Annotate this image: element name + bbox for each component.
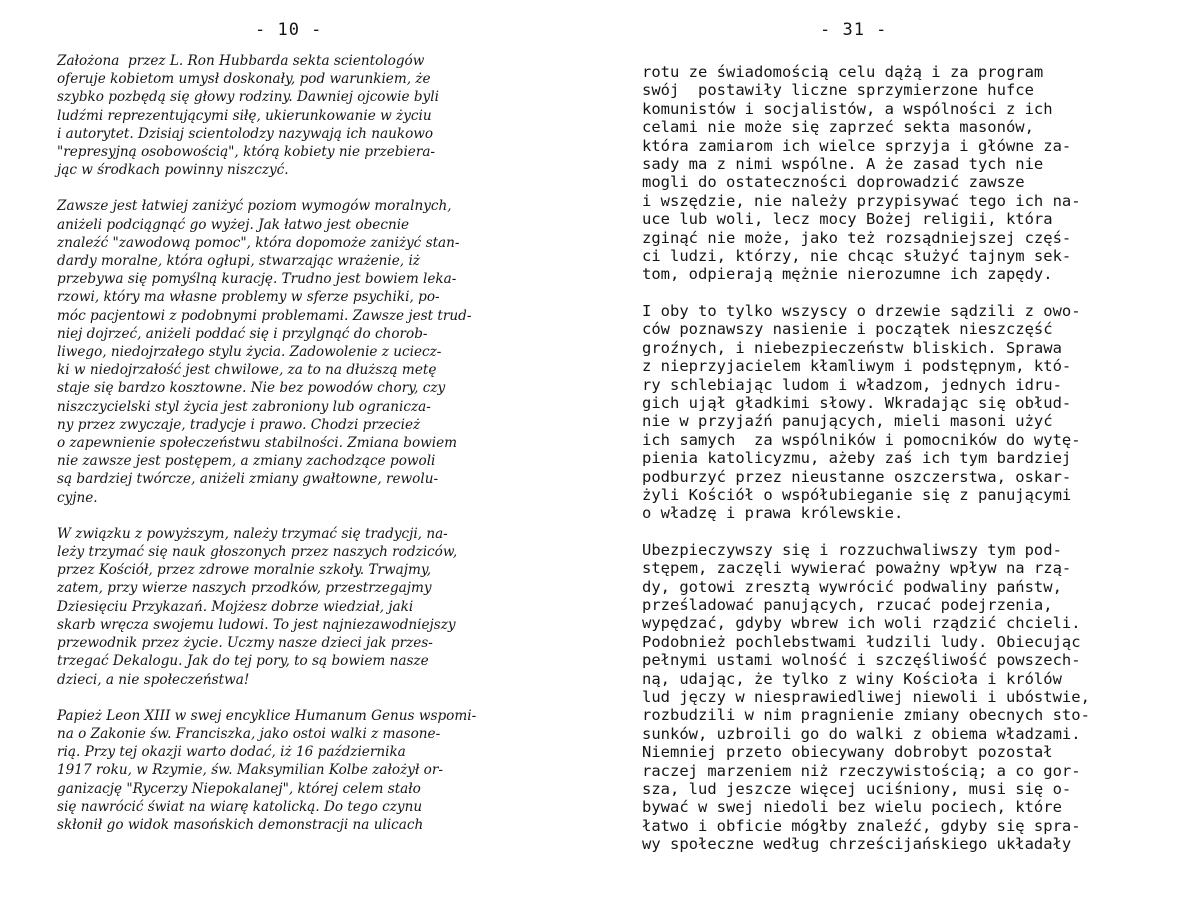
text-line: Dziesięciu Przykazań. Mojżesz dobrze wiedział, jaki (57, 598, 414, 615)
paragraph (642, 541, 1192, 854)
paragraph (57, 197, 577, 506)
text-line: aniżeli podciągnąć go wyżej. Jak łatwo jest obecnie (57, 216, 410, 233)
text-line: oferuje kobietom umysł doskonały, pod warunkiem, że (57, 71, 431, 88)
text-line: nie w przyjaźń panujących, mieli masoni użyć (642, 412, 1053, 431)
text-line: o władzę i prawa królewskie. (642, 504, 904, 523)
text-line: lud jęczy w niesprawiedliwej niewoli i ubóstwie, (642, 688, 1090, 706)
text-line: liwego, niedojrzałego stylu życia. Zadowolenie z uciecz- (57, 344, 442, 361)
text-line: znaleźć "zawodową pomoc", która dopomoże zaniżyć stan- (57, 234, 460, 251)
text-line: ich samych za wspólników i pomocników do wytę- (642, 430, 1081, 449)
text-line: nie zawsze jest postępem, a zmiany zachodzące powoli (57, 453, 436, 470)
text-line: gich ujął gładkimi słowy. Wkradając się obłud- (642, 393, 1072, 412)
text-line: komunistów i socjalistów, a wspólności z ich (642, 99, 1053, 118)
text-line: żyli Kościół o współubieganie się z panującymi (642, 485, 1072, 504)
text-line: rią. Przy tej okazji warto dodać, iż 16 października (57, 744, 406, 761)
text-line: zginąć nie może, jako też rozsądniejszej częś- (642, 228, 1072, 247)
text-line: łatwo i obficie mógłby znaleźć, gdyby się spra- (642, 816, 1081, 835)
text-line: niszczycielski styl życia jest zabroniony lub ogranicza- (57, 398, 431, 415)
text-line: przez Kościół, przez zdrowe moralnie szkoły. Trwajmy, (57, 562, 432, 579)
text-line: cyjne. (57, 489, 98, 506)
left-page-text (57, 52, 577, 852)
text-line: leży trzymać się nauk głoszonych przez naszych rodziców, (57, 544, 458, 561)
text-line: wy społeczne według chrześcijańskiego układały (642, 835, 1072, 854)
text-line: prześladować panujących, rzucać podejrzenia, (642, 595, 1053, 614)
paragraph (57, 525, 577, 689)
text-line: rozbudzili w nim pragnienie zmiany obecnych sto- (642, 706, 1090, 725)
page-number-right: - 31 - (820, 20, 888, 40)
text-line: 1917 roku, w Rzymie, św. Maksymilian Kolbe założył or- (57, 762, 443, 779)
text-line: Założona przez L. Ron Hubbarda sekta scientologów (57, 53, 425, 69)
paragraph (57, 707, 577, 834)
text-line: wypędzać, gdyby wbrew ich woli rządzić chcieli. (642, 614, 1081, 633)
text-line: ganizację "Rycerzy Niepokalanej", której celem stało (57, 780, 421, 797)
text-line: celami nie może się zaprzeć sekta masonów, (642, 118, 1034, 137)
text-line: na o Zakonie św. Franciszka, jako ostoi walki z masone- (57, 725, 441, 742)
text-line: niej dojrzeć, aniżeli poddać się i przylgnąć do chorob- (57, 325, 428, 342)
text-line: są bardziej twórcze, aniżeli zmiany gwałtowne, rewolu- (57, 471, 439, 488)
right-page-text (642, 63, 1192, 872)
text-line: ki w niedojrzałość jest chwilowe, za to na dłuższą metę (57, 362, 437, 379)
text-line: szybko pozbędą się głowy rodziny. Dawniej ojcowie byli (57, 89, 439, 106)
left-page (0, 0, 590, 899)
text-line: sady ma z nimi wspólne. A że zasad tych nie (642, 155, 1044, 174)
text-line: dardy moralne, która ogłupi, stwarzając wrażenie, iż (57, 253, 420, 270)
text-line: ców poznawszy nasienie i początek nieszczęść (642, 320, 1053, 339)
text-line: skłonił go widok masońskich demonstracji na ulicach (57, 816, 424, 833)
text-line: dy, gotowi zresztą wywrócić podwaliny państw, (642, 577, 1062, 596)
text-line: sunków, uzbroili go do walki z obiema władzami. (642, 724, 1081, 743)
text-line: Podobnież pochlebstwami łudzili ludy. Obiecując (642, 632, 1081, 651)
paragraph (642, 63, 1192, 284)
text-line: ludźmi reprezentującymi siłę, ukierunkowanie w życiu (57, 107, 432, 124)
text-line: uce lub woli, lecz mocy Bożej religii, która (642, 210, 1053, 229)
paragraph (57, 52, 577, 179)
text-line: stępem, zaczęli wywierać poważny wpływ na rzą- (642, 559, 1072, 578)
text-line: pełnymi ustami wolność i szczęśliwość powszech- (642, 651, 1081, 670)
text-line: rotu ze świadomością celu dążą i za program (642, 63, 1044, 81)
text-line: i autorytet. Dzisiaj scientolodzy nazywają ich naukowo (57, 125, 434, 142)
text-line: móc pacjentowi z podobnymi problemami. Zawsze jest trud- (57, 307, 472, 324)
text-line: sza, lud jeszcze więcej uciśniony, musi się o- (642, 780, 1072, 799)
text-line: skarb wręcza swojemu ludowi. To jest najniezawodniejszy (57, 616, 456, 633)
text-line: mogli do ostateczności doprowadzić zawsze (642, 173, 1025, 192)
text-line: i wszędzie, nie należy przypisywać tego ich na- (642, 191, 1081, 210)
text-line: podburzyć przez nieustanne oszczerstwa, oskar- (642, 467, 1072, 486)
text-line: Zawsze jest łatwiej zaniżyć poziom wymogów moralnych, (57, 198, 452, 215)
text-line: swój postawiły liczne sprzymierzone hufce (642, 81, 1034, 100)
text-line: przebywa się pomyślną kurację. Trudno jest bowiem leka- (57, 271, 457, 288)
text-line: pienia katolicyzmu, ażeby zaś ich tym bardziej (642, 449, 1072, 468)
text-line: ną, udając, że tylko z winy Kościoła i królów (642, 669, 1062, 688)
text-line: zatem, przy wierze naszych przodków, przestrzegajmy (57, 580, 432, 597)
text-line: o zapewnienie społeczeństwu stabilności. Zmiana bowiem (57, 435, 458, 452)
text-line: która zamiarom ich wielce sprzyja i główne za- (642, 136, 1072, 155)
text-line: jąc w środkach powinny niszczyć. (57, 162, 289, 179)
text-line: W związku z powyższym, należy trzymać się tradycji, na- (57, 525, 448, 542)
text-line: trzegać Dekalogu. Jak do tej pory, to są bowiem nasze (57, 653, 429, 670)
text-line: rzowi, który ma własne problemy w sferze psychiki, po- (57, 289, 440, 306)
text-line: przewodnik przez życie. Uczmy nasze dzieci jak przes- (57, 635, 433, 652)
text-line: ci ludzi, którzy, nie chcąc służyć tajnym sek- (642, 247, 1072, 266)
text-line: się nawrócić świat na wiarę katolicką. Do tego czynu (57, 798, 423, 815)
text-line: groźnych, i niebezpieczeństw bliskich. Sprawa (642, 338, 1062, 357)
text-line: I oby to tylko wszyscy o drzewie sądzili z owo- (642, 301, 1081, 320)
text-line: ny przez zwyczaje, tradycje i prawo. Chodzi przecież (57, 416, 421, 433)
text-line: "represyjną osobowością", którą kobiety nie przebiera- (57, 144, 436, 161)
text-line: Papież Leon XIII w swej encyklice Humanum Genus wspomi- (57, 707, 477, 724)
text-line: Ubezpieczywszy się i rozzuchwaliwszy tym pod- (642, 540, 1062, 559)
text-line: staje się bardzo kosztowne. Nie bez powodów chory, czy (57, 380, 446, 397)
right-page (590, 0, 1203, 899)
text-line: raczej marzeniem niż rzeczywistością; a co gor- (642, 761, 1081, 780)
text-line: tom, odpierają mężnie nierozumne ich zapędy. (642, 265, 1053, 284)
text-line: z nieprzyjacielem kłamliwym i podstępnym, któ- (642, 357, 1072, 376)
text-line: Niemniej przeto obiecywany dobrobyt pozostał (642, 743, 1053, 762)
text-line: bywać w swej niedoli bez wielu pociech, które (642, 798, 1062, 817)
page-number-left: - 10 - (255, 20, 323, 40)
text-line: dzieci, a nie społeczeństwa! (57, 671, 250, 688)
paragraph (642, 302, 1192, 523)
text-line: ry schlebiając ludom i władzom, jednych idru- (642, 375, 1062, 394)
